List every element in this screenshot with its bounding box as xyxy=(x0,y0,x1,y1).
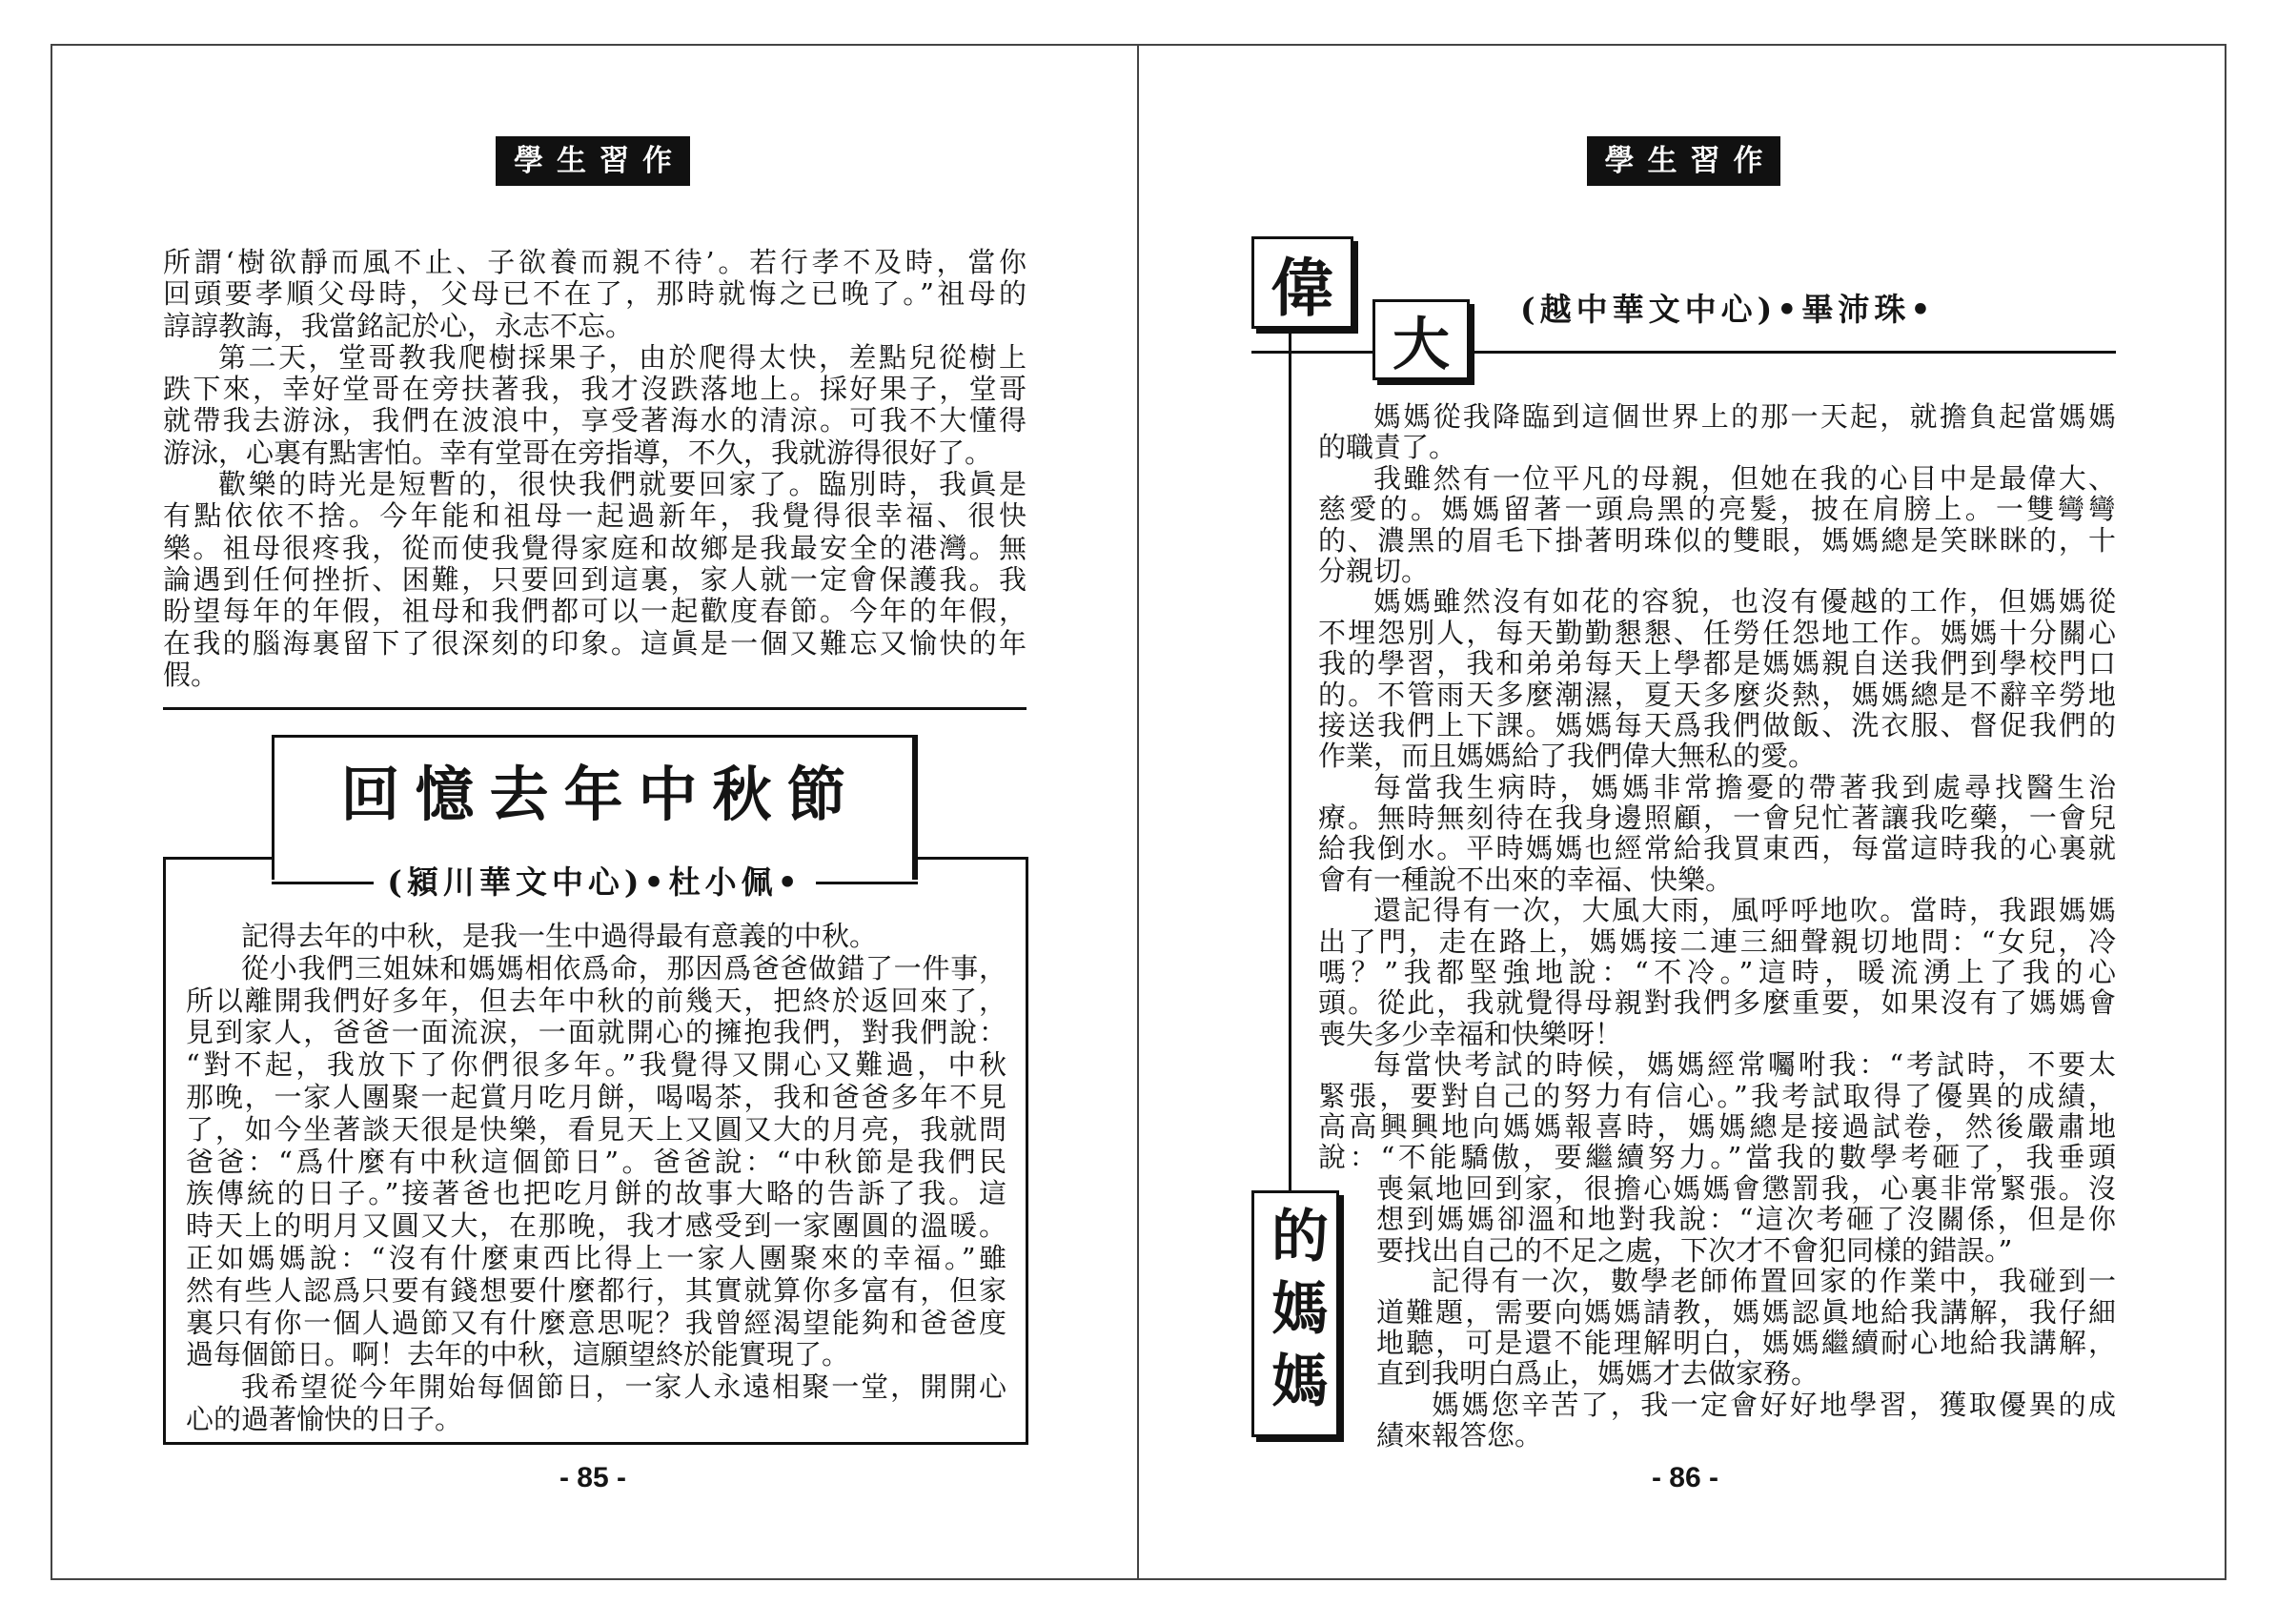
article-body-inset xyxy=(1376,1173,2116,1451)
text-line: 分親切。 xyxy=(1318,555,1430,587)
text-line: 喪失多少幸福和快樂呀！ xyxy=(1318,1018,1623,1050)
byline-rule-left xyxy=(272,882,374,884)
text-line: 的職責了。 xyxy=(1318,432,1457,463)
text-line: 作業，而且媽媽給了我們偉大無私的愛。 xyxy=(1318,741,1817,772)
page-number-right: - 86 - xyxy=(1651,1462,1719,1493)
text-line: 回頭要孝順父母時，父母已不在了，那時就悔之已晚了。”祖母的 xyxy=(163,278,1027,311)
text-line: 所以離開我們好多年，但去年中秋的前幾天，把終於返回來了， xyxy=(186,985,1006,1017)
article-body xyxy=(1318,401,2116,1173)
text-line: 出了門，走在路上，媽媽接二連三細聲親切地問：“女兒，冷 xyxy=(1318,925,2116,958)
text-line: 游泳，心裏有點害怕。幸有堂哥在旁指導，不久，我就游得很好了。 xyxy=(163,436,993,469)
text-line: 假。 xyxy=(163,659,219,691)
text-line: 爸爸：“爲什麼有中秋這個節日”。爸爸說：“中秋節是我們民 xyxy=(186,1146,1006,1178)
text-line: 的。不管雨天多麼潮濕，夏天多麼炎熱，媽媽總是不辭辛勞地 xyxy=(1318,679,2116,710)
text-line: 諄諄教誨，我當銘記於心，永志不忘。 xyxy=(163,310,634,342)
text-line: 歡樂的時光是短暫的，很快我們就要回家了。臨別時，我眞是 xyxy=(218,469,1027,501)
text-line: 從小我們三姐妹和媽媽相依爲命，那因爲爸爸做錯了一件事， xyxy=(241,952,1006,985)
text-line: 頭。從此，我就覺得母親對我們多麼重要，如果沒有了媽媽會 xyxy=(1318,987,2116,1019)
text-line: 族傳統的日子。”接著爸也把吃月餅的故事大略的告訴了我。這 xyxy=(186,1178,1006,1210)
text-line: 我的學習，我和弟弟每天上學都是媽媽親自送我們到學校門口 xyxy=(1318,648,2116,680)
text-line: 就帶我去游泳，我們在波浪中，享受著海水的清涼。可我不大懂得 xyxy=(163,405,1027,437)
text-line: 盼望每年的年假，祖母和我們都可以一起歡度春節。今年的年假， xyxy=(163,596,1027,628)
text-line: 接送我們上下課。媽媽每天爲我們做飯、洗衣服、督促我們的 xyxy=(1318,709,2116,741)
text-line: 的、濃黑的眉毛下掛著明珠似的雙眼，媽媽總是笑眯眯的，十 xyxy=(1318,524,2116,556)
text-line: 心的過著愉快的日子。 xyxy=(186,1403,463,1435)
text-line: 媽媽從我降臨到這個世界上的那一天起，就擔負起當媽媽 xyxy=(1373,401,2116,433)
text-line: 會有一種說不出來的幸福、快樂。 xyxy=(1318,863,1734,896)
text-line: 然有些人認爲只要有錢想要什麼都行，其實就算你多富有，但家 xyxy=(186,1274,1006,1307)
text-line: “對不起，我放下了你們很多年。”我覺得又開心又難過，中秋 xyxy=(186,1049,1006,1082)
article-author: (越中華文中心)•畢沛珠• xyxy=(1520,286,1942,334)
continued-essay-text xyxy=(163,247,1027,691)
title-char-box-3 xyxy=(1251,1190,1339,1437)
text-line: 正如媽媽說：“沒有什麼東西比得上一家人團聚來的幸福。”雖 xyxy=(186,1242,1006,1274)
text-line: 每當我生病時，媽媽非常擔憂的帶著我到處尋找醫生治 xyxy=(1373,771,2116,803)
text-line: 所謂‘樹欲靜而風不止、子欲養而親不待’。若行孝不及時，當你 xyxy=(163,247,1027,278)
section-divider xyxy=(163,707,1027,710)
text-line: 在我的腦海裏留下了很深刻的印象。這眞是一個又難忘又愉快的年 xyxy=(163,627,1027,660)
text-line: 見到家人，爸爸一面流淚，一面就開心的擁抱我們，對我們說： xyxy=(186,1017,1006,1049)
text-line: 說：“不能驕傲，要繼續努力。”當我的數學考砸了，我垂頭 xyxy=(1318,1142,2116,1173)
title-char-box-1 xyxy=(1251,236,1353,329)
byline-rule-right xyxy=(816,882,918,884)
text-line: 時天上的明月又圓又大，在那晚，我才感受到一家團圓的溫暖。 xyxy=(186,1210,1006,1243)
page-number-left: - 85 - xyxy=(559,1462,627,1493)
page-gutter-line xyxy=(1137,44,1139,1580)
text-line: 我希望從今年開始每個節日，一家人永遠相聚一堂，開開心 xyxy=(241,1371,1006,1404)
text-line: 記得有一次，數學老師佈置回家的作業中，我碰到一 xyxy=(1432,1266,2116,1297)
text-line: 想到媽媽卻溫和地對我說：“這次考砸了沒關係，但是你 xyxy=(1376,1204,2116,1235)
text-line: 過每個節日。啊！去年的中秋，這願望終於能實現了。 xyxy=(186,1339,850,1371)
title-char: 大 xyxy=(1393,311,1450,378)
title-char: 偉 xyxy=(1271,251,1334,325)
title-vertical-chars: 的媽媽 xyxy=(1262,1205,1329,1423)
text-line: 療。無時無刻待在我身邊照顧，一會兒忙著讓我吃藥，一會兒 xyxy=(1318,802,2116,834)
section-badge-right: 學生習作 xyxy=(1587,136,1780,186)
text-line: 喪氣地回到家，很擔心媽媽會懲罰我，心裏非常緊張。沒 xyxy=(1376,1173,2116,1205)
text-line: 有點依依不捨。今年能和祖母一起過新年，我覺得很幸福、很快 xyxy=(163,500,1027,533)
text-line: 不埋怨別人，每天勤勤懇懇、任勞任怨地工作。媽媽十分關心 xyxy=(1318,617,2116,649)
article-title-box xyxy=(272,735,918,901)
text-line: 道難題，需要向媽媽請教，媽媽認眞地給我講解，我仔細 xyxy=(1376,1296,2116,1328)
text-line: 記得去年的中秋，是我一生中過得最有意義的中秋。 xyxy=(241,921,878,952)
text-line: 了，如今坐著談天很是快樂，看見天上又圓又大的月亮，我就問 xyxy=(186,1113,1006,1146)
text-line: 我雖然有一位平凡的母親，但她在我的心目中是最偉大、 xyxy=(1373,462,2116,495)
text-line: 緊張，要對自己的努力有信心。”我考試取得了優異的成績， xyxy=(1318,1080,2116,1111)
text-line: 樂。祖母很疼我，從而使我覺得家庭和故鄉是我最安全的港灣。無 xyxy=(163,532,1027,564)
title-char-box-2 xyxy=(1372,299,1470,380)
section-badge-left: 學生習作 xyxy=(496,136,690,186)
text-line: 嗎？”我都堅強地說：“不冷。”這時，暖流湧上了我的心 xyxy=(1318,957,2116,988)
text-line: 地聽，可是還不能理解明白，媽媽繼續耐心地給我講解， xyxy=(1376,1327,2116,1359)
text-line: 績來報答您。 xyxy=(1376,1420,1543,1451)
article-body xyxy=(186,921,1006,1436)
byline-row xyxy=(272,858,918,907)
text-line: 直到我明白爲止，媽媽才去做家務。 xyxy=(1376,1358,1820,1390)
text-line: 每當快考試的時候，媽媽經常囑咐我：“考試時，不要太 xyxy=(1373,1049,2116,1081)
text-line: 還記得有一次，大風大雨，風呼呼地吹。當時，我跟媽媽 xyxy=(1373,895,2116,926)
text-line: 論遇到任何挫折、困難，只要回到這裏，家人就一定會保護我。我 xyxy=(163,563,1027,596)
text-line: 裏只有你一個人過節又有什麼意思呢？我曾經渴望能夠和爸爸度 xyxy=(186,1307,1006,1339)
text-line: 高高興興地向媽媽報喜時，媽媽總是接過試卷，然後嚴肅地 xyxy=(1318,1110,2116,1143)
text-line: 那晚，一家人團聚一起賞月吃月餅，喝喝茶，我和爸爸多年不見 xyxy=(186,1081,1006,1113)
title-rule-vertical xyxy=(1289,329,1291,1190)
text-line: 跌下來，幸好堂哥在旁扶著我，我才沒跌落地上。採好果子，堂哥 xyxy=(163,374,1027,406)
article-title: 回憶去年中秋節 xyxy=(340,760,862,829)
text-line: 媽媽您辛苦了，我一定會好好地學習，獲取優異的成 xyxy=(1432,1389,2116,1421)
article-author: (潁川華文中心)•杜小佩• xyxy=(374,858,815,907)
text-line: 媽媽雖然沒有如花的容貌，也沒有優越的工作，但媽媽從 xyxy=(1373,586,2116,618)
text-line: 要找出自己的不足之處，下次才不會犯同樣的錯誤。” xyxy=(1376,1234,2013,1267)
text-line: 慈愛的。媽媽留著一頭烏黑的亮髮，披在肩膀上。一雙彎彎 xyxy=(1318,494,2116,525)
text-line: 第二天，堂哥教我爬樹採果子，由於爬得太快，差點兒從樹上 xyxy=(218,341,1027,374)
text-line: 給我倒水。平時媽媽也經常給我買東西，每當這時我的心裏就 xyxy=(1318,833,2116,864)
